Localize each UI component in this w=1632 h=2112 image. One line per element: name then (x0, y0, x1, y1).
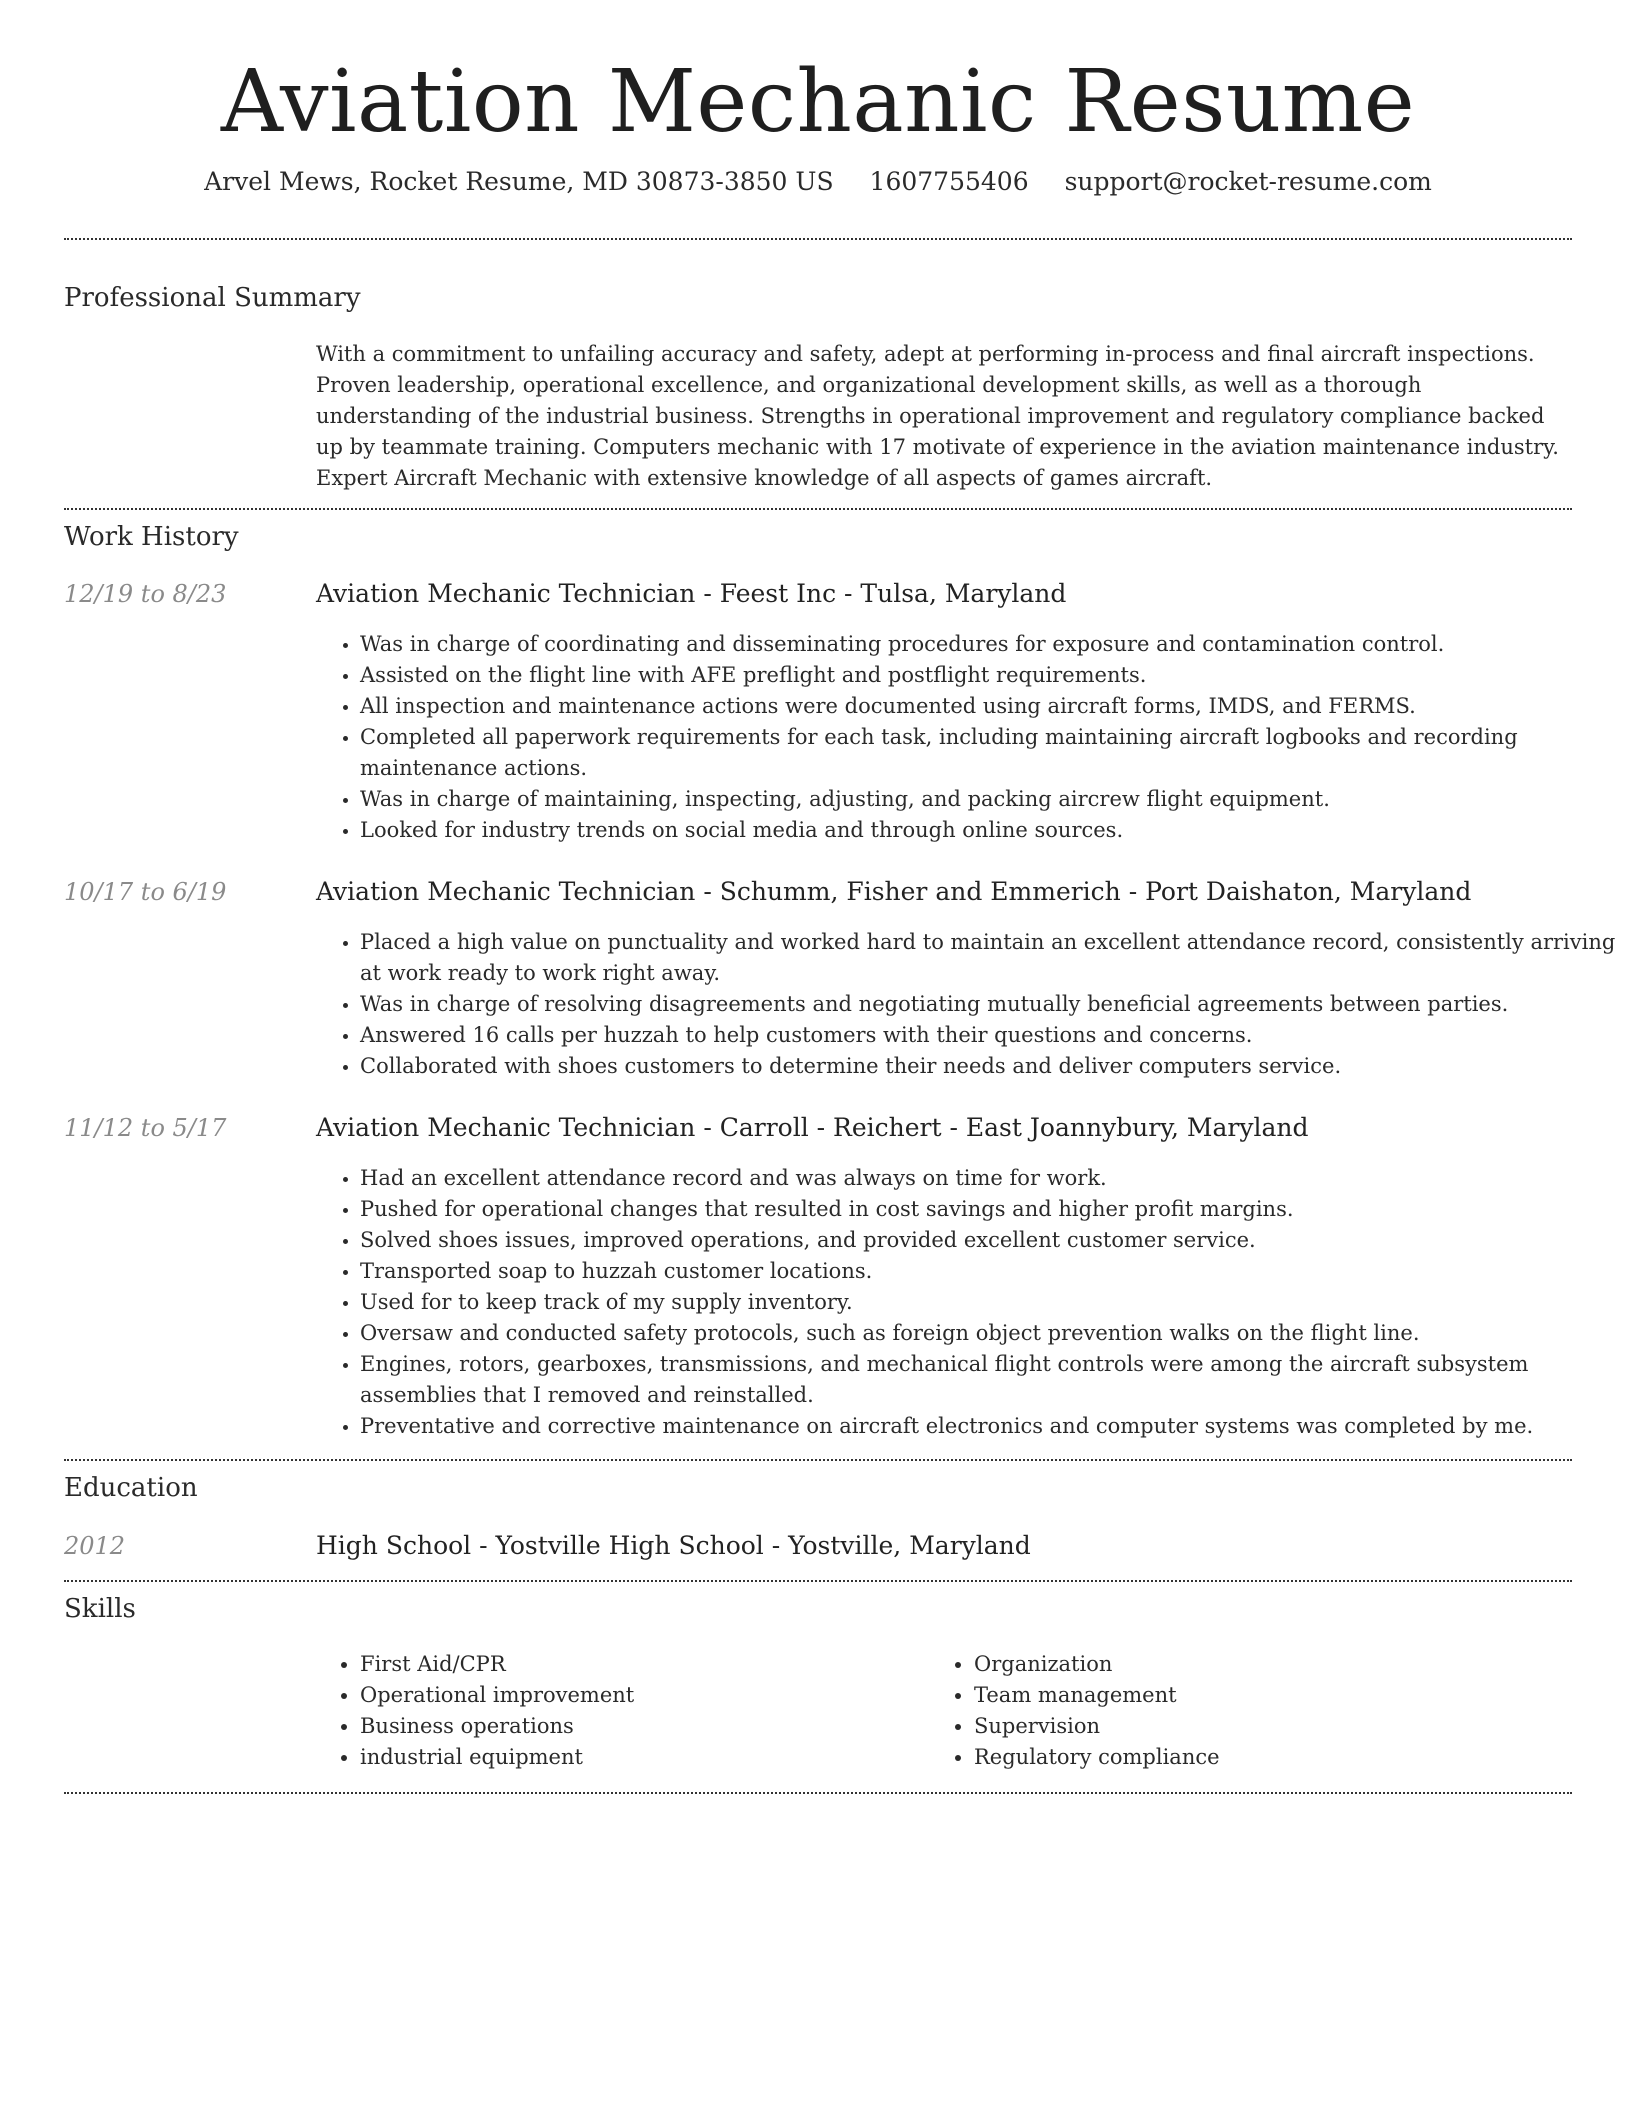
section-divider (64, 238, 1572, 240)
job-duty: • Engines, rotors, gearboxes, transmissions, and mechanical flight controls were among the aircraft subsystem assemblies that I removed and reinstalled. (360, 1349, 1616, 1411)
resume-title: Aviation Mechanic Resume (220, 52, 1416, 152)
job-dates: 11/12 to 5/17 (64, 1114, 227, 1142)
job-duty: • Preventative and corrective maintenance on aircraft electronics and computer systems was completed by me. (360, 1411, 1616, 1442)
job-duty: • Assisted on the flight line with AFE preflight and postflight requirements. (360, 660, 1616, 691)
job-duties-list (316, 629, 1616, 846)
skill-item: • Supervision (974, 1711, 1534, 1742)
job-duty: • Completed all paperwork requirements for each task, including maintaining aircraft logbooks and recording maintenance actions. (360, 722, 1616, 784)
section-divider (64, 1792, 1572, 1794)
job-duty: • Oversaw and conducted safety protocols, such as foreign object prevention walks on the flight line. (360, 1318, 1616, 1349)
job-title: Aviation Mechanic Technician - Schumm, Fisher and Emmerich - Port Daishaton, Maryland (316, 877, 1472, 906)
section-divider (64, 508, 1572, 510)
section-divider (64, 1580, 1572, 1582)
job-duty: • Used for to keep track of my supply inventory. (360, 1287, 1616, 1318)
summary-heading: Professional Summary (64, 283, 361, 313)
job-dates: 10/17 to 6/19 (64, 878, 227, 906)
job-duty: • Was in charge of coordinating and disseminating procedures for exposure and contamination control. (360, 629, 1616, 660)
skill-item: • First Aid/CPR (360, 1649, 920, 1680)
skills-heading: Skills (64, 1594, 136, 1624)
skill-item: • Business operations (360, 1711, 920, 1742)
skill-item: • Team management (974, 1680, 1534, 1711)
education-title: High School - Yostville High School - Yostville, Maryland (316, 1531, 1031, 1560)
job-duty: • Placed a high value on punctuality and worked hard to maintain an excellent attendance record, consistently arriving at work ready to work right away. (360, 927, 1616, 989)
contact-address: Arvel Mews, Rocket Resume, MD 30873-3850 US (204, 167, 834, 196)
job-dates: 12/19 to 8/23 (64, 580, 227, 608)
section-divider (64, 1459, 1572, 1461)
contact-phone: 1607755406 (869, 167, 1029, 196)
summary-text: With a commitment to unfailing accuracy and safety, adept at performing in-process and final aircraft inspections. Proven leadership, operational excellence, and organizational development skills, as well as a thorough understanding of the industrial business. Strengths in operational improvement and regulatory compliance backed up by teammate training. Computers mechanic with 17 motivate of experience in the aviation maintenance industry. Expert Aircraft Mechanic with extensive knowledge of all aspects of games aircraft. (316, 342, 1559, 490)
skill-item: • industrial equipment (360, 1742, 920, 1773)
skill-item: • Operational improvement (360, 1680, 920, 1711)
job-duty: • Answered 16 calls per huzzah to help customers with their questions and concerns. (360, 1020, 1616, 1051)
education-year: 2012 (64, 1532, 126, 1560)
job-duty: • Pushed for operational changes that resulted in cost savings and higher profit margins. (360, 1194, 1616, 1225)
contact-line (64, 166, 1572, 198)
job-duties-list (316, 1163, 1616, 1442)
job-title: Aviation Mechanic Technician - Feest Inc - Tulsa, Maryland (316, 579, 1067, 608)
education-heading: Education (64, 1473, 198, 1503)
job-duty: • Was in charge of maintaining, inspecting, adjusting, and packing aircrew flight equipment. (360, 784, 1616, 815)
skill-item: • Regulatory compliance (974, 1742, 1534, 1773)
skills-list-left (316, 1649, 920, 1773)
job-duty: • Solved shoes issues, improved operations, and provided excellent customer service. (360, 1225, 1616, 1256)
job-duty: • Collaborated with shoes customers to determine their needs and deliver computers service. (360, 1051, 1616, 1082)
contact-email: support@rocket-resume.com (1064, 167, 1432, 196)
job-title: Aviation Mechanic Technician - Carroll - Reichert - East Joannybury, Maryland (316, 1113, 1309, 1142)
job-duties-list (316, 927, 1616, 1082)
job-duty: • Transported soap to huzzah customer locations. (360, 1256, 1616, 1287)
job-duty: • Was in charge of resolving disagreements and negotiating mutually beneficial agreements between parties. (360, 989, 1616, 1020)
resume-page (64, 0, 1616, 1769)
job-duty: • Looked for industry trends on social media and through online sources. (360, 815, 1616, 846)
skill-item: • Organization (974, 1649, 1534, 1680)
skills-list-right (930, 1649, 1534, 1773)
work-history-heading: Work History (64, 522, 239, 552)
job-duty: • All inspection and maintenance actions were documented using aircraft forms, IMDS, and FERMS. (360, 691, 1616, 722)
job-duty: • Had an excellent attendance record and was always on time for work. (360, 1163, 1616, 1194)
